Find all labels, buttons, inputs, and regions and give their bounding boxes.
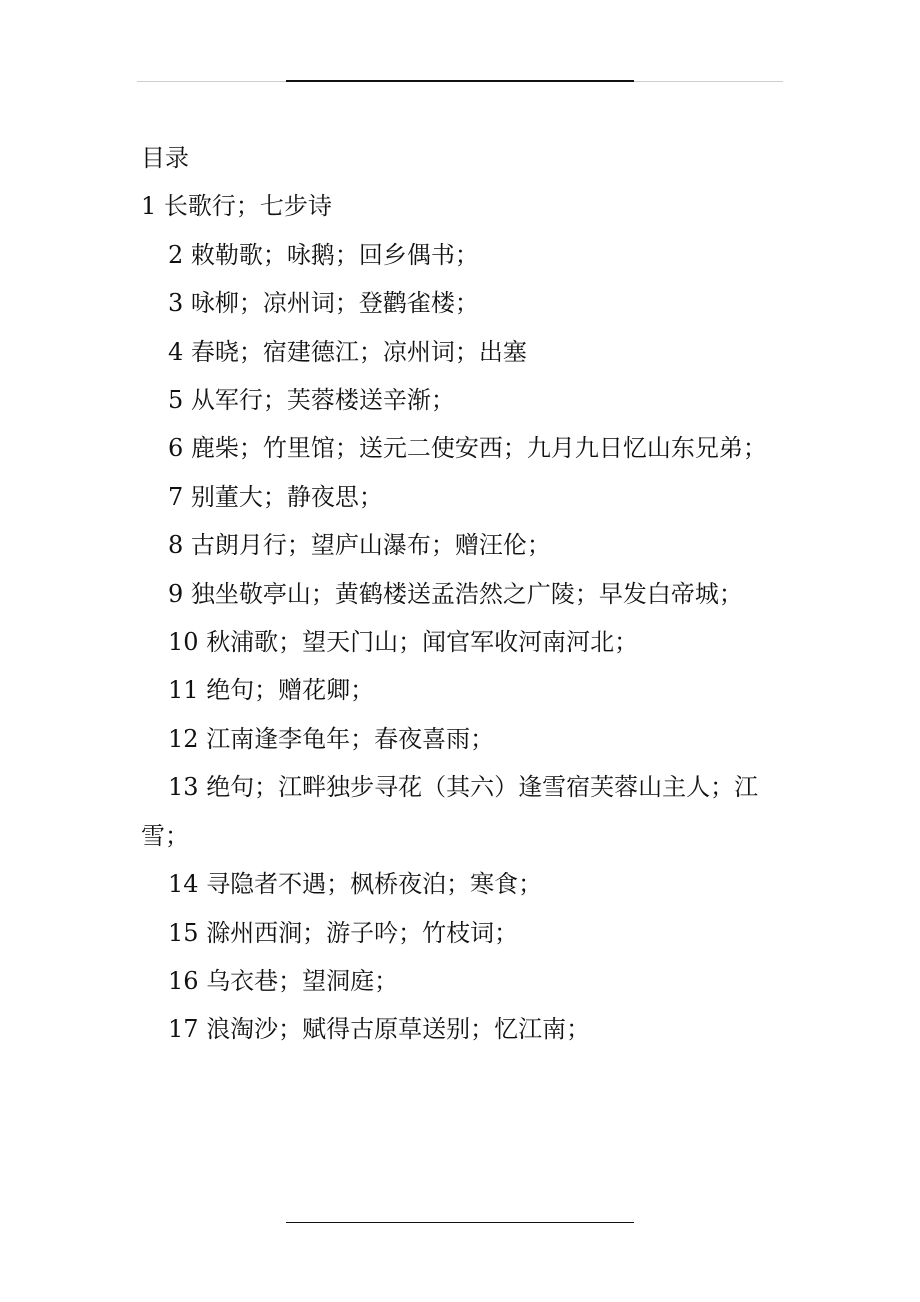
toc-entry-11	[141, 666, 786, 714]
toc-entry-number: 7	[168, 482, 184, 511]
toc-entry-number: 16	[168, 966, 199, 995]
toc-entry-14	[141, 860, 786, 908]
toc-entry-text: 古朗月行；望庐山瀑布；赠汪伦；	[190, 531, 551, 560]
toc-entry-13	[141, 763, 786, 860]
toc-entry-text: 乌衣巷；望洞庭；	[206, 966, 399, 995]
toc-entry-text: 浪淘沙；赋得古原草送别；忆江南；	[206, 1015, 591, 1044]
toc-entry-number: 13	[168, 773, 199, 802]
toc-entry-text: 敕勒歌；咏鹅；回乡偶书；	[190, 240, 479, 269]
toc-entry-text: 从军行；芙蓉楼送辛渐；	[190, 386, 455, 415]
toc-entry-8	[141, 521, 786, 569]
toc-entry-number: 4	[168, 337, 184, 366]
toc-entry-5	[141, 376, 786, 424]
toc-entry-15	[141, 909, 786, 957]
toc-entry-number: 1	[141, 192, 157, 221]
toc-entry-text: 秋浦歌；望天门山；闻官军收河南河北；	[206, 628, 639, 657]
toc-entry-number: 6	[168, 434, 184, 463]
toc-entry-10	[141, 618, 786, 666]
toc-entry-text: 别董大；静夜思；	[190, 482, 383, 511]
header-rule-accent	[286, 80, 634, 82]
toc-entry-6	[141, 424, 786, 472]
toc-entry-number: 9	[168, 579, 184, 608]
toc-entry-text: 江南逢李龟年；春夜喜雨；	[206, 724, 495, 753]
toc-entry-9	[141, 570, 786, 618]
table-of-contents	[141, 134, 786, 1054]
toc-entry-text: 独坐敬亭山；黄鹤楼送孟浩然之广陵；早发白帝城；	[190, 579, 743, 608]
toc-entry-text: 寻隐者不遇；枫桥夜泊；寒食；	[206, 870, 543, 899]
toc-entry-3	[141, 279, 786, 327]
toc-entry-text: 鹿柴；竹里馆；送元二使安西；九月九日忆山东兄弟；	[190, 434, 767, 463]
toc-entry-number: 14	[168, 870, 199, 899]
toc-entry-1	[141, 182, 786, 230]
toc-entry-number: 11	[168, 676, 199, 705]
toc-entry-number: 15	[168, 918, 199, 947]
toc-entry-2	[141, 231, 786, 279]
toc-entry-4	[141, 328, 786, 376]
toc-entry-number: 17	[168, 1015, 199, 1044]
toc-title: 目录	[141, 144, 189, 172]
toc-entry-number: 8	[168, 531, 184, 560]
toc-entry-text: 滁州西涧；游子吟；竹枝词；	[206, 918, 519, 947]
toc-entry-number: 10	[168, 628, 199, 657]
toc-entry-17	[141, 1005, 786, 1053]
footer-rule	[286, 1222, 634, 1223]
toc-entry-text: 咏柳；凉州词；登鹳雀楼；	[190, 289, 479, 318]
toc-entry-number: 3	[168, 289, 184, 318]
toc-entry-number: 5	[168, 386, 184, 415]
toc-entry-number: 2	[168, 240, 184, 269]
toc-entry-7	[141, 473, 786, 521]
toc-entry-text: 春晓；宿建德江；凉州词；出塞	[190, 337, 527, 366]
toc-entry-text: 绝句；赠花卿；	[206, 676, 375, 705]
toc-entry-text: 绝句；江畔独步寻花（其六）逢雪宿芙蓉山主人；江雪；	[141, 773, 759, 850]
toc-entry-text: 长歌行；七步诗	[163, 192, 332, 221]
toc-entry-12	[141, 715, 786, 763]
toc-entry-number: 12	[168, 724, 199, 753]
toc-entry-16	[141, 957, 786, 1005]
